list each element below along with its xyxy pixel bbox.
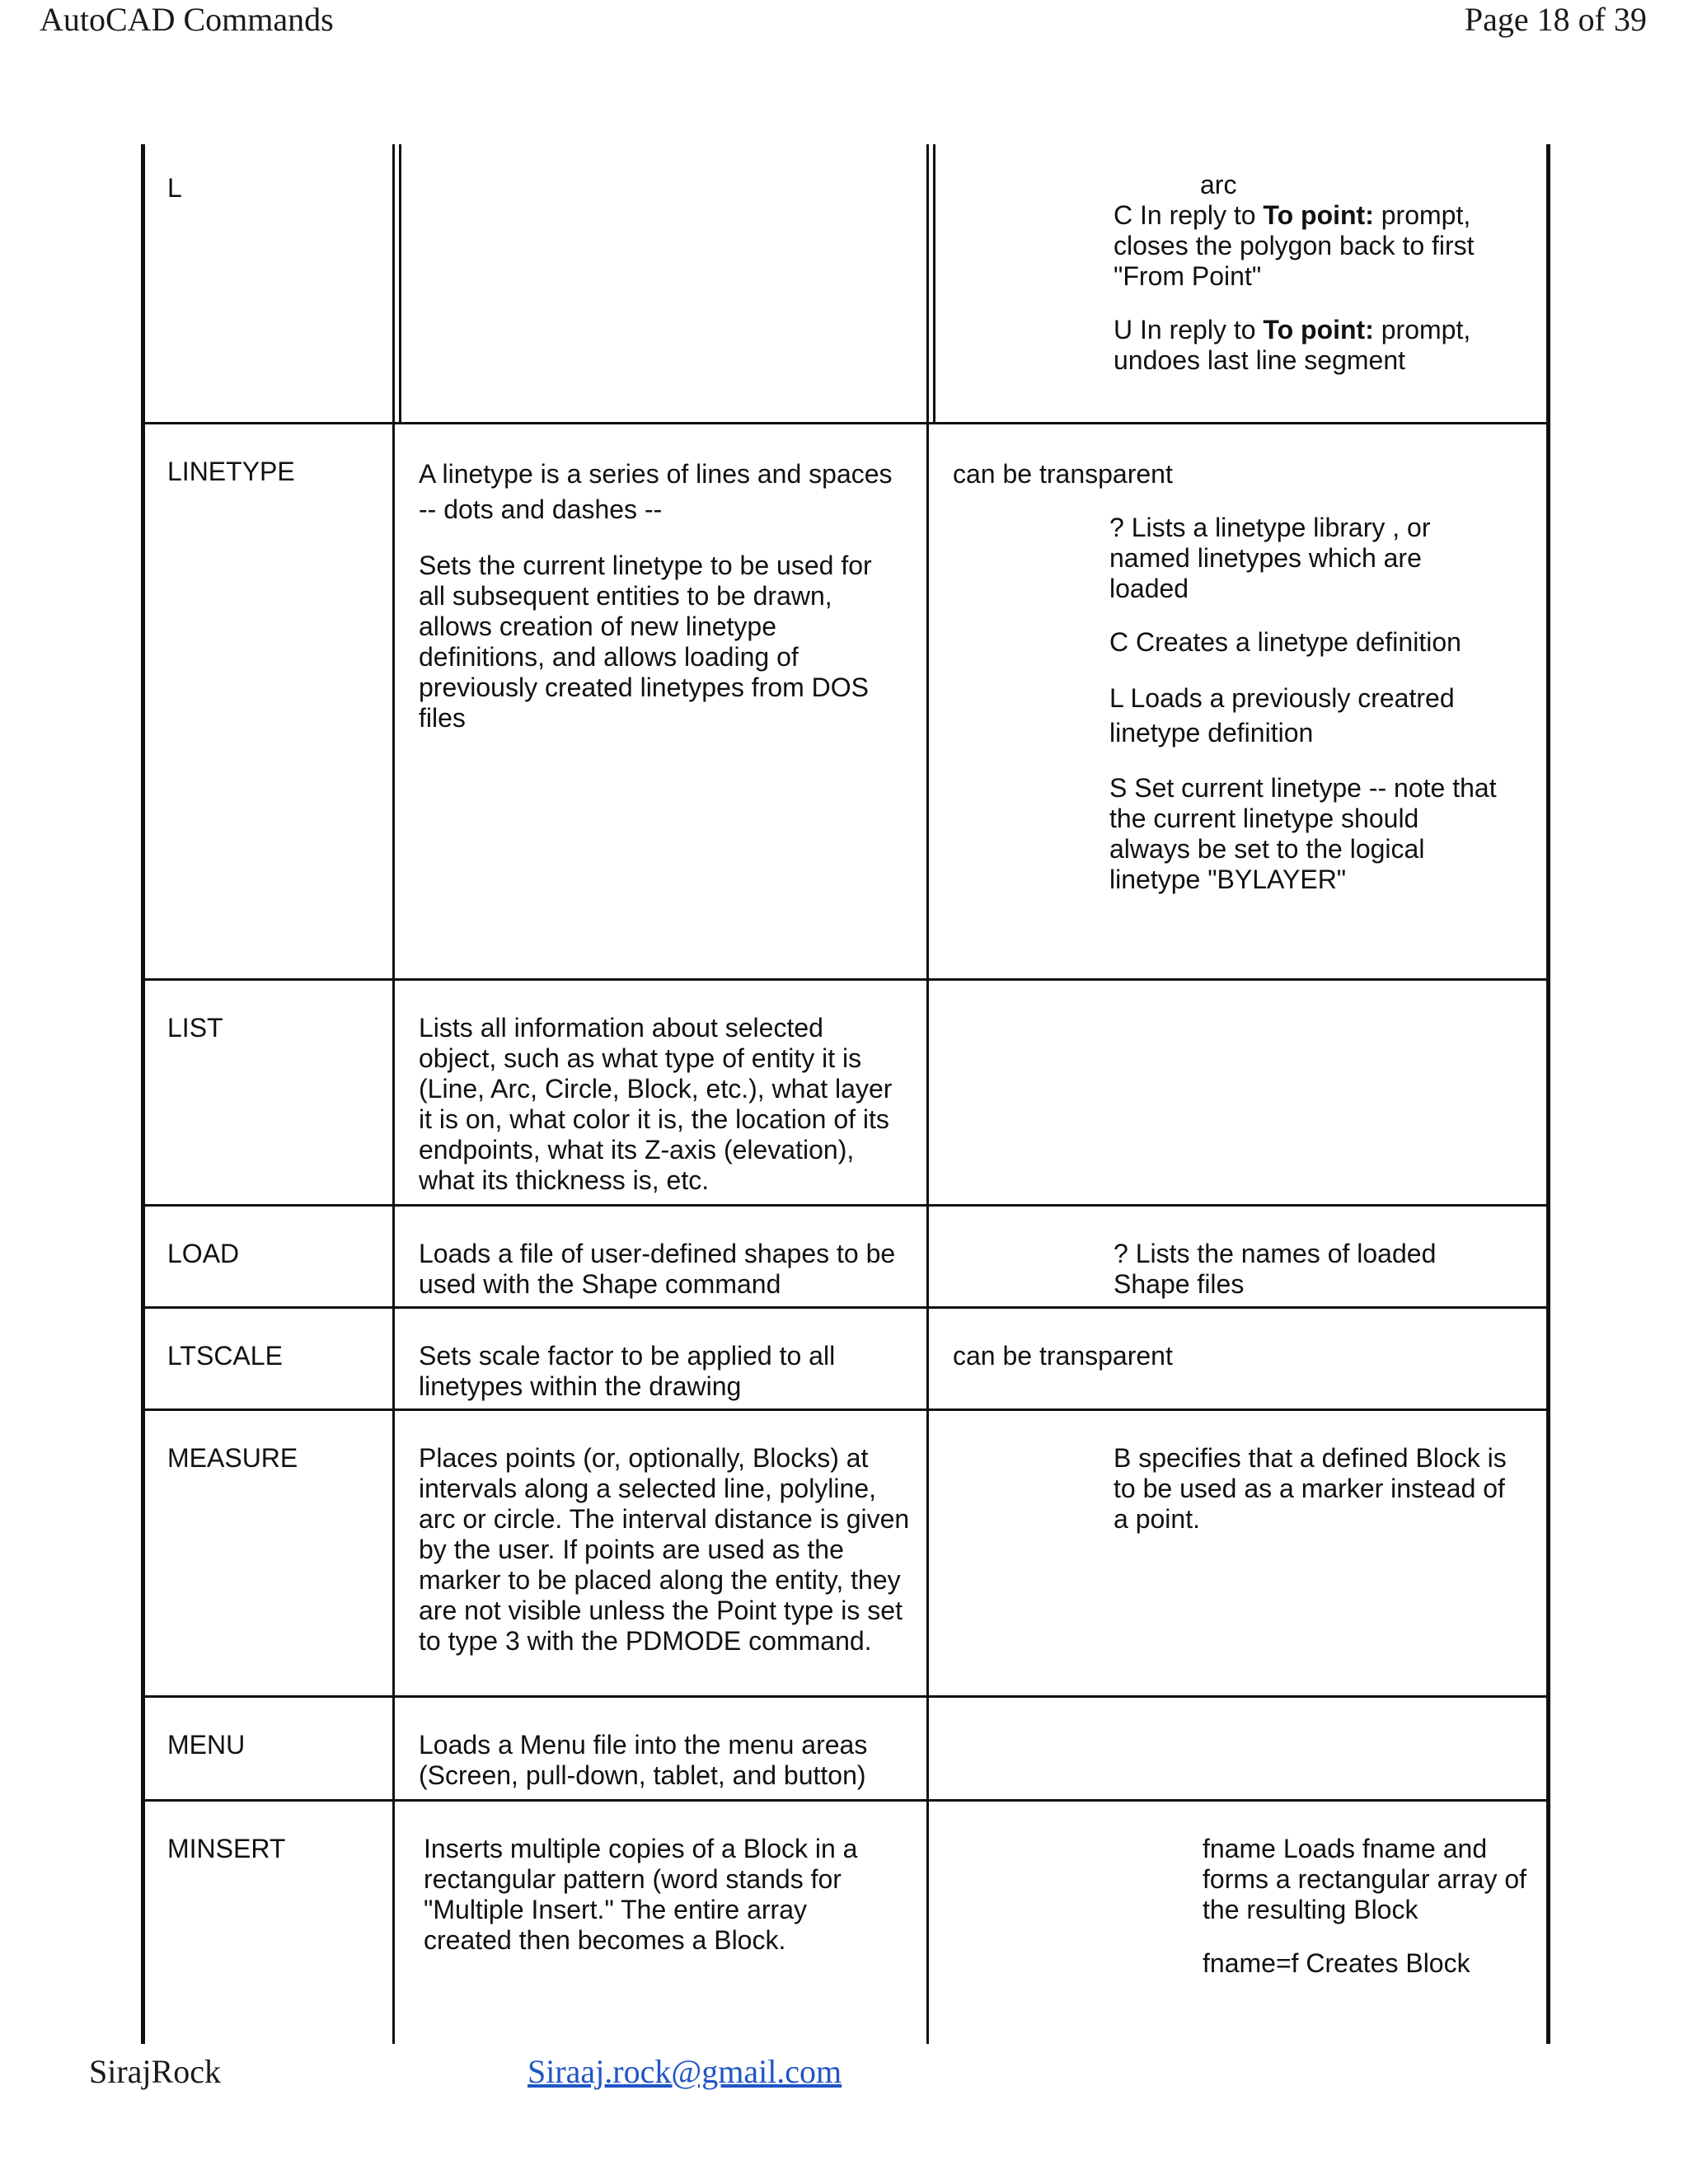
description-text: A linetype is a series of lines and spaces -- dots and dashes -- [419,459,893,524]
option-list: ? Lists the names of loaded Shape files [1114,1239,1437,1299]
row-separator [141,1695,1550,1698]
command-name: L [167,173,182,203]
option-list: ? Lists a linetype library , or named linetypes which are loaded [1109,513,1431,603]
option-block: B specifies that a defined Block is to be used as a marker instead of a point. [1114,1443,1507,1534]
description-cell [419,1730,913,1791]
description-text: Loads a file of user-defined shapes to be used with the Shape command [419,1239,896,1299]
command-name: LIST [167,1013,223,1043]
option-set: S Set current linetype -- note that the current linetype should always be set to the logical linetype "BYLAYER" [1109,773,1497,894]
notes-cell [953,1341,1522,1371]
description-text: Sets the current linetype to be used for all subsequent entities to be drawn, allows creation of new linetype definitions, and allows loading of previously created linetypes from DOS files [419,551,872,733]
description-text: Inserts multiple copies of a Block in a rectangular pattern (word stands for "Multiple Insert." The entire array created then becomes a Block. [424,1834,858,1955]
commands-table [141,144,1552,2044]
description-text: Loads a Menu file into the menu areas (Screen, pull-down, tablet, and button) [419,1730,868,1790]
command-name: MENU [167,1730,246,1760]
description-cell [424,1834,902,1956]
description-text: Lists all information about selected object, such as what type of entity it is (Line, Arc, Circle, Block, etc.), what layer it is on, what color it is, the location of its endpoints, what its Z-axis (elevation), what its thickness is, etc. [419,1013,893,1195]
option-undo: U In reply to To point: prompt, undoes last line segment [1114,315,1471,375]
document-title: AutoCAD Commands [40,1,334,38]
row-separator [141,1204,1550,1207]
footer-author: SirajRock [89,2053,221,2090]
option-load: L Loads a previously creatred linetype definition [1109,683,1455,748]
column-divider-2 [926,144,929,2044]
description-cell [419,1443,913,1657]
option-close: C In reply to To point: prompt, closes the polygon back to first "From Point" [1114,200,1475,291]
row-separator [141,978,1550,981]
column-divider-2-double-top [933,144,935,422]
command-name: LINETYPE [167,457,295,486]
description-text: Sets scale factor to be applied to all linetypes within the drawing [419,1341,836,1401]
row-separator [141,422,1550,424]
column-divider-1 [392,144,395,2044]
notes-cell [953,459,1522,895]
command-name: LTSCALE [167,1341,283,1371]
description-cell [419,1013,905,1196]
description-text: Places points (or, optionally, Blocks) at intervals along a selected line, polyline, arc or circle. The interval distance is given by the user. If points are used as the marker to be placed along the entity, they are not visible unless the Point type is set to type 3 with the PDMODE command. [419,1443,910,1656]
command-name: MINSERT [167,1834,286,1863]
option-arc: arc [1200,170,1237,199]
row-separator [141,1408,1550,1411]
notes-text: can be transparent [953,1341,1173,1371]
option-fname: fname Loads fname and forms a rectangular array of the resulting Block [1203,1834,1527,1924]
notes-text: can be transparent [953,459,1173,489]
footer-email-link[interactable]: Siraaj.rock@gmail.com [528,2053,842,2090]
command-name: LOAD [167,1239,240,1268]
column-divider-1-double-top [399,144,401,422]
table-border-left [141,144,145,2044]
options-cell [1203,1834,1532,1979]
option-fname-f: fname=f Creates Block [1203,1948,1470,1978]
options-cell [1114,170,1526,376]
options-cell [1114,1443,1517,1535]
row-separator [141,1799,1550,1802]
options-cell [1114,1239,1509,1300]
row-separator [141,1306,1550,1309]
page-number: Page 18 of 39 [1464,1,1647,38]
description-cell [419,1341,905,1402]
table-border-right [1546,144,1550,2044]
description-cell [419,457,897,733]
command-name: MEASURE [167,1443,298,1473]
description-cell [419,1239,905,1300]
option-create: C Creates a linetype definition [1109,627,1461,657]
